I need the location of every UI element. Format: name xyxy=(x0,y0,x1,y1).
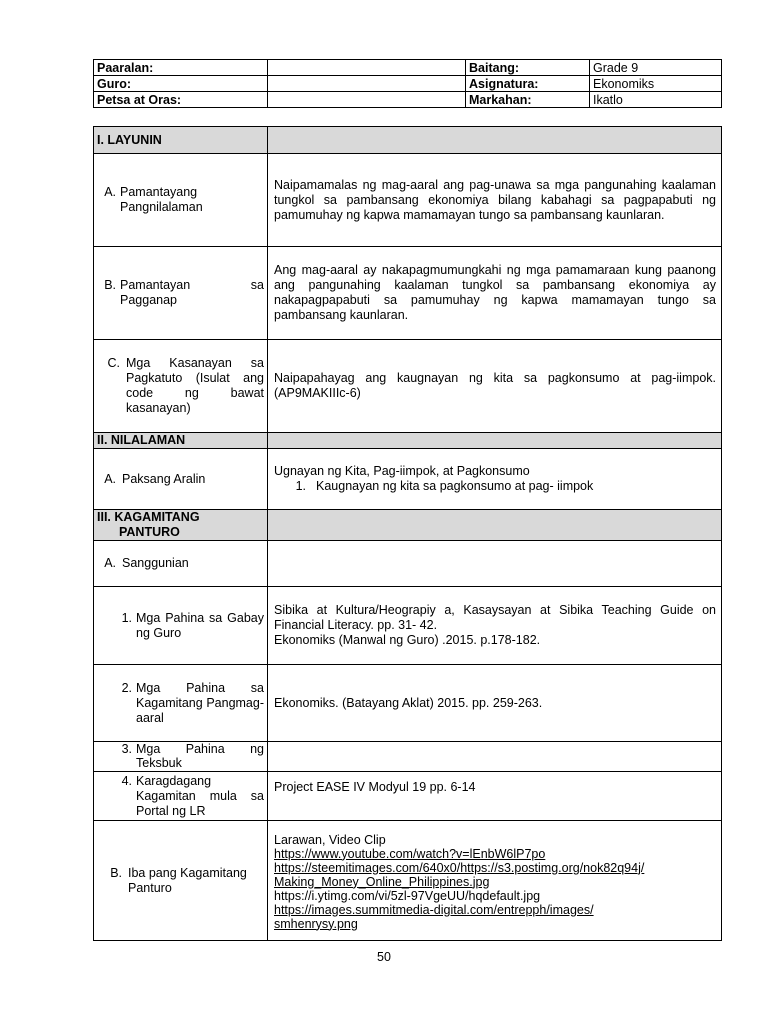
portal-ng-lr-label: 4. Karagdagang Kagamitan mula sa Portal ng LR xyxy=(94,772,268,821)
steemit-link[interactable]: https://steemitimages.com/640x0/https://s3.postimg.org/nok82q94j/ xyxy=(274,860,645,875)
lesson-plan-table xyxy=(93,126,722,941)
pamantayang-pangnilalaman-label: A. Pamantayang Pangnilalaman xyxy=(94,154,268,247)
youtube-link[interactable]: https://www.youtube.com/watch?v=lEnbW6lP7po xyxy=(274,846,546,861)
sanggunian-label: A. Sanggunian xyxy=(94,541,268,587)
section-nilalaman-title: II. NILALAMAN xyxy=(94,433,268,449)
teksbuk-label: 3. Mga Pahina ng Teksbuk xyxy=(94,742,268,772)
summitmedia-link[interactable]: https://images.summitmedia-digital.com/entrepph/images/ xyxy=(274,902,594,917)
mga-kasanayan-label: C. Mga Kasanayan sa Pagkatuto (Isulat ang code ng bawat kasanayan) xyxy=(94,340,268,433)
paaralan-label: Paaralan: xyxy=(94,60,268,76)
sanggunian-content xyxy=(268,541,722,587)
baitang-label: Baitang: xyxy=(466,60,590,76)
ytimg-url: https://i.ytimg.com/vi/5zl-97VgeUU/hqdefault.jpg xyxy=(274,888,541,903)
summitmedia-link-cont[interactable]: smhenrysy.png xyxy=(274,916,358,931)
petsa-label: Petsa at Oras: xyxy=(94,92,268,108)
iba-pang-kagamitan-content xyxy=(268,821,722,941)
guro-field[interactable] xyxy=(268,76,466,92)
header-table xyxy=(93,59,722,108)
kagamitang-pangmag-aaral-content: Ekonomiks. (Batayang Aklat) 2015. pp. 259-263. xyxy=(268,665,722,742)
paksang-aralin-content xyxy=(268,449,722,510)
kagamitang-pangmag-aaral-label: 2. Mga Pahina sa Kagamitang Pangmag-aaral xyxy=(94,665,268,742)
paksang-aralin-topic: Ugnayan ng Kita, Pag-iimpok, at Pagkonsumo xyxy=(274,464,530,478)
paaralan-field[interactable] xyxy=(268,60,466,76)
mga-kasanayan-content: Naipapahayag ang kaugnayan ng kita sa pagkonsumo at pag-iimpok. (AP9MAKIIIc-6) xyxy=(268,340,722,433)
teksbuk-content xyxy=(268,742,722,772)
petsa-field[interactable] xyxy=(268,92,466,108)
portal-ng-lr-content: Project EASE IV Modyul 19 pp. 6-14 xyxy=(268,772,722,821)
section-kagamitan-title: III. KAGAMITANG PANTURO xyxy=(94,510,268,541)
asignatura-label: Asignatura: xyxy=(466,76,590,92)
gabay-ng-guro-content: Sibika at Kultura/Heograpiy a, Kasaysayan at Sibika Teaching Guide on Financial Literacy. pp. 31- 42. Ekonomiks (Manwal ng Guro) .2015. p.178-182. xyxy=(268,587,722,665)
baitang-value: Grade 9 xyxy=(590,60,722,76)
paksang-aralin-label: A. Paksang Aralin xyxy=(94,449,268,510)
markahan-label: Markahan: xyxy=(466,92,590,108)
markahan-value: Ikatlo xyxy=(590,92,722,108)
materials-text: Larawan, Video Clip xyxy=(274,832,386,847)
paksang-aralin-subtopic: 1. Kaugnayan ng kita sa pagkonsumo at pag- iimpok xyxy=(295,479,594,493)
pamantayang-pangnilalaman-content: Naipamamalas ng mag-aaral ang pag-unawa sa mga pangunahing kaalaman tungkol sa pambansang ekonomiya bilang kabahagi sa pagpapabuti ng pamumuhay ng kapwa mamamayan tungo sa pambansang kaunlaran. xyxy=(268,154,722,247)
gabay-ng-guro-label: 1. Mga Pahina sa Gabay ng Guro xyxy=(94,587,268,665)
asignatura-value: Ekonomiks xyxy=(590,76,722,92)
section-layunin-title: I. LAYUNIN xyxy=(94,127,268,154)
pamantayan-sa-pagganap-content: Ang mag-aaral ay nakapagmumungkahi ng mga pamamaraan kung paanong ang pangunahing kaalaman tungkol sa pambansang ekonomiya ay nakapagpapabuti sa pamumuhay ng kapwa mamamayan tungo sa pambansang kaunlaran. xyxy=(268,247,722,340)
pamantayan-sa-pagganap-label: B. Pamantayan sa Pagganap xyxy=(94,247,268,340)
steemit-link-cont[interactable]: Making_Money_Online_Philippines.jpg xyxy=(274,874,490,889)
page-number: 50 xyxy=(377,950,391,964)
guro-label: Guro: xyxy=(94,76,268,92)
iba-pang-kagamitan-label: B. Iba pang Kagamitang Panturo xyxy=(94,821,268,941)
